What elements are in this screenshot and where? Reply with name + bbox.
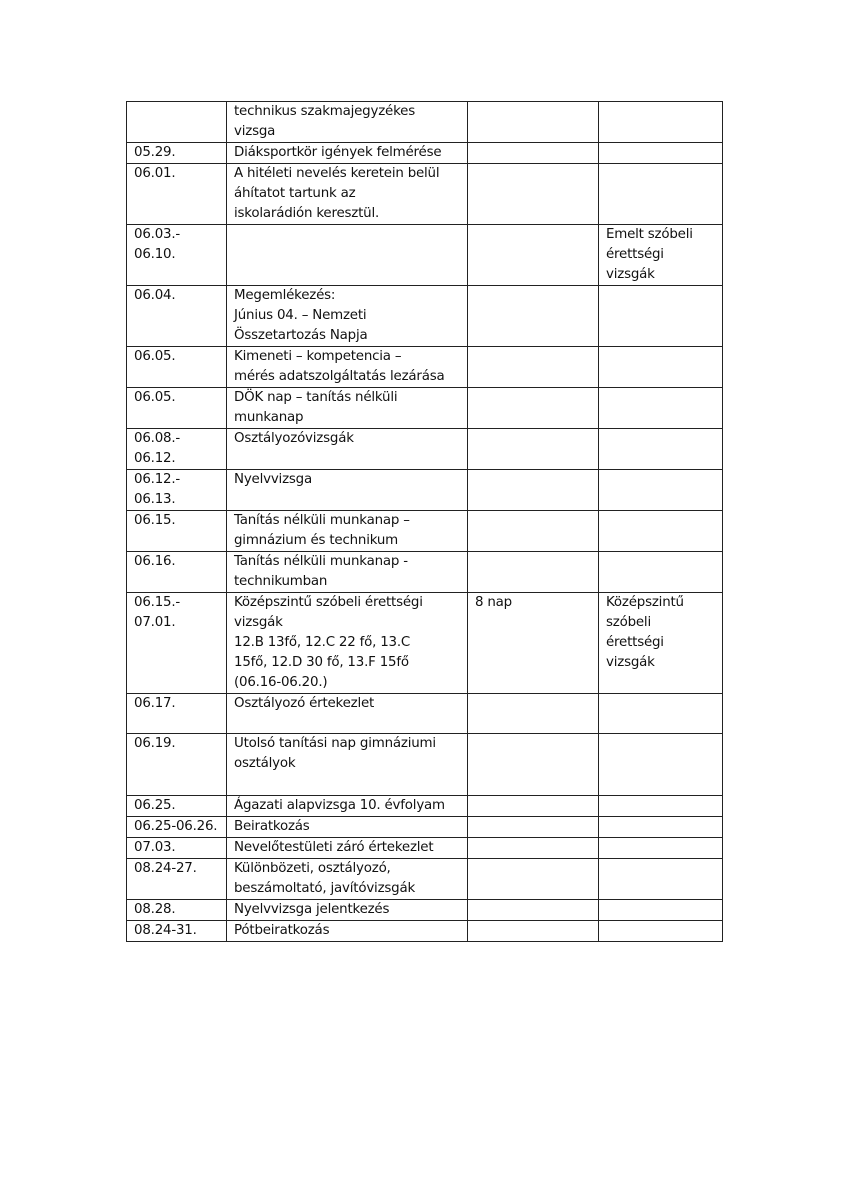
table-row — [127, 347, 723, 388]
event-cell — [227, 694, 468, 734]
table-row — [127, 734, 723, 796]
event-cell — [227, 347, 468, 388]
event-cell — [227, 470, 468, 511]
note-cell — [599, 164, 723, 225]
date-text: 06.05. — [134, 349, 176, 364]
date-text: 06.12.- — [134, 472, 181, 487]
event-text-line: áhítatot tartunk az — [234, 186, 356, 201]
date-cell — [127, 921, 227, 942]
date-text: 06.15. — [134, 513, 176, 528]
note-cell — [599, 225, 723, 286]
event-cell — [227, 859, 468, 900]
event-text-line: osztályok — [234, 756, 296, 771]
duration-cell — [468, 511, 599, 552]
duration-cell — [468, 347, 599, 388]
event-text-line: Tanítás nélküli munkanap – — [234, 513, 410, 528]
date-text: 08.24-27. — [134, 861, 197, 876]
event-text-line: mérés adatszolgáltatás lezárása — [234, 369, 445, 384]
table-row — [127, 286, 723, 347]
note-cell — [599, 470, 723, 511]
event-text-line: technikumban — [234, 574, 328, 589]
date-cell — [127, 286, 227, 347]
date-cell — [127, 511, 227, 552]
event-text-line: Beiratkozás — [234, 819, 310, 834]
event-text-line: A hitéleti nevelés keretein belül — [234, 166, 440, 181]
date-text: 06.04. — [134, 288, 176, 303]
duration-cell — [468, 921, 599, 942]
event-text-line: DÖK nap – tanítás nélküli — [234, 390, 398, 405]
duration-cell — [468, 225, 599, 286]
event-cell — [227, 734, 468, 796]
note-cell — [599, 734, 723, 796]
table-row — [127, 164, 723, 225]
date-cell — [127, 143, 227, 164]
duration-cell — [468, 817, 599, 838]
event-cell — [227, 511, 468, 552]
event-text-line: beszámoltató, javítóvizsgák — [234, 881, 416, 896]
date-text: 06.25. — [134, 798, 176, 813]
date-cell — [127, 734, 227, 796]
date-cell — [127, 470, 227, 511]
duration-cell — [468, 859, 599, 900]
duration-cell — [468, 838, 599, 859]
event-text-line: Nevelőtestületi záró értekezlet — [234, 840, 434, 855]
event-text-line: gimnázium és technikum — [234, 533, 398, 548]
event-cell — [227, 388, 468, 429]
event-text-line: vizsgák — [234, 615, 283, 630]
note-cell — [599, 511, 723, 552]
date-text: 06.13. — [134, 492, 176, 507]
date-text: 06.25-06.26. — [134, 819, 218, 834]
note-text-line: vizsgák — [606, 655, 655, 670]
duration-text: 8 nap — [475, 595, 512, 610]
date-text: 05.29. — [134, 145, 176, 160]
date-cell — [127, 796, 227, 817]
duration-cell — [468, 143, 599, 164]
duration-cell — [468, 429, 599, 470]
note-cell — [599, 286, 723, 347]
event-text-line: Nyelvvizsga jelentkezés — [234, 902, 390, 917]
event-text-line: Osztályozó értekezlet — [234, 696, 375, 711]
duration-cell — [468, 734, 599, 796]
table-row — [127, 859, 723, 900]
event-cell — [227, 593, 468, 694]
duration-cell — [468, 593, 599, 694]
event-text-line: Megemlékezés: — [234, 288, 336, 303]
table-row — [127, 429, 723, 470]
table-row — [127, 388, 723, 429]
event-cell — [227, 817, 468, 838]
table-row — [127, 921, 723, 942]
duration-cell — [468, 900, 599, 921]
event-cell — [227, 102, 468, 143]
table-row — [127, 470, 723, 511]
duration-cell — [468, 164, 599, 225]
date-cell — [127, 694, 227, 734]
event-text-line: Utolsó tanítási nap gimnáziumi — [234, 736, 436, 751]
event-cell — [227, 286, 468, 347]
date-text: 06.17. — [134, 696, 176, 711]
table-row — [127, 102, 723, 143]
event-text-line: Pótbeiratkozás — [234, 923, 330, 938]
date-cell — [127, 388, 227, 429]
schedule-table — [126, 101, 723, 942]
note-text-line: szóbeli — [606, 615, 651, 630]
date-cell — [127, 102, 227, 143]
event-cell — [227, 552, 468, 593]
table-row — [127, 796, 723, 817]
table-row — [127, 817, 723, 838]
event-text-line: iskolarádión keresztül. — [234, 206, 380, 221]
table-row — [127, 143, 723, 164]
duration-cell — [468, 286, 599, 347]
date-text: 06.03.- — [134, 227, 181, 242]
date-cell — [127, 593, 227, 694]
event-cell — [227, 225, 468, 286]
date-text: 06.08.- — [134, 431, 181, 446]
note-cell — [599, 593, 723, 694]
table-row — [127, 225, 723, 286]
date-text: 06.15.- — [134, 595, 181, 610]
event-text-line: Középszintű szóbeli érettségi — [234, 595, 423, 610]
date-cell — [127, 429, 227, 470]
note-text-line: vizsgák — [606, 267, 655, 282]
table-row — [127, 552, 723, 593]
event-cell — [227, 164, 468, 225]
event-text-line: technikus szakmajegyzékes — [234, 104, 415, 119]
note-text-line: érettségi — [606, 635, 664, 650]
event-text-line: Június 04. – Nemzeti — [234, 308, 367, 323]
duration-cell — [468, 552, 599, 593]
date-cell — [127, 838, 227, 859]
event-cell — [227, 921, 468, 942]
note-cell — [599, 838, 723, 859]
event-cell — [227, 900, 468, 921]
date-text: 06.10. — [134, 247, 176, 262]
event-text-line: Nyelvvizsga — [234, 472, 312, 487]
note-cell — [599, 796, 723, 817]
table-row — [127, 593, 723, 694]
schedule-table-body — [127, 102, 723, 942]
event-cell — [227, 143, 468, 164]
note-cell — [599, 900, 723, 921]
note-cell — [599, 143, 723, 164]
event-cell — [227, 838, 468, 859]
event-cell — [227, 429, 468, 470]
date-text: 06.01. — [134, 166, 176, 181]
note-cell — [599, 694, 723, 734]
table-row — [127, 900, 723, 921]
event-text-line: Tanítás nélküli munkanap - — [234, 554, 408, 569]
date-cell — [127, 225, 227, 286]
event-text-line: (06.16-06.20.) — [234, 675, 328, 690]
date-cell — [127, 164, 227, 225]
duration-cell — [468, 388, 599, 429]
event-cell — [227, 796, 468, 817]
note-cell — [599, 102, 723, 143]
event-text-line: Ágazati alapvizsga 10. évfolyam — [234, 798, 445, 813]
note-cell — [599, 859, 723, 900]
note-cell — [599, 347, 723, 388]
date-cell — [127, 817, 227, 838]
date-text: 08.24-31. — [134, 923, 197, 938]
date-text: 06.05. — [134, 390, 176, 405]
date-text: 06.19. — [134, 736, 176, 751]
note-cell — [599, 429, 723, 470]
date-cell — [127, 900, 227, 921]
table-row — [127, 511, 723, 552]
event-text-line: Diáksportkör igények felmérése — [234, 145, 442, 160]
date-cell — [127, 859, 227, 900]
event-text-line: 15fő, 12.D 30 fő, 13.F 15fő — [234, 655, 409, 670]
table-row — [127, 838, 723, 859]
event-text-line: vizsga — [234, 124, 276, 139]
note-cell — [599, 552, 723, 593]
event-text-line: munkanap — [234, 410, 304, 425]
duration-cell — [468, 102, 599, 143]
date-cell — [127, 552, 227, 593]
date-text: 08.28. — [134, 902, 176, 917]
duration-cell — [468, 470, 599, 511]
date-cell — [127, 347, 227, 388]
note-text-line: érettségi — [606, 247, 664, 262]
note-text-line: Középszintű — [606, 595, 684, 610]
event-text-line: Összetartozás Napja — [234, 328, 368, 343]
event-text-line: Kimeneti – kompetencia – — [234, 349, 402, 364]
event-text-line: Osztályozóvizsgák — [234, 431, 354, 446]
table-row — [127, 694, 723, 734]
event-text-line: 12.B 13fő, 12.C 22 fő, 13.C — [234, 635, 411, 650]
date-text: 06.16. — [134, 554, 176, 569]
note-cell — [599, 388, 723, 429]
note-text-line: Emelt szóbeli — [606, 227, 693, 242]
date-text: 07.01. — [134, 615, 176, 630]
date-text: 07.03. — [134, 840, 176, 855]
duration-cell — [468, 796, 599, 817]
note-cell — [599, 921, 723, 942]
date-text: 06.12. — [134, 451, 176, 466]
duration-cell — [468, 694, 599, 734]
note-cell — [599, 817, 723, 838]
event-text-line: Különbözeti, osztályozó, — [234, 861, 391, 876]
